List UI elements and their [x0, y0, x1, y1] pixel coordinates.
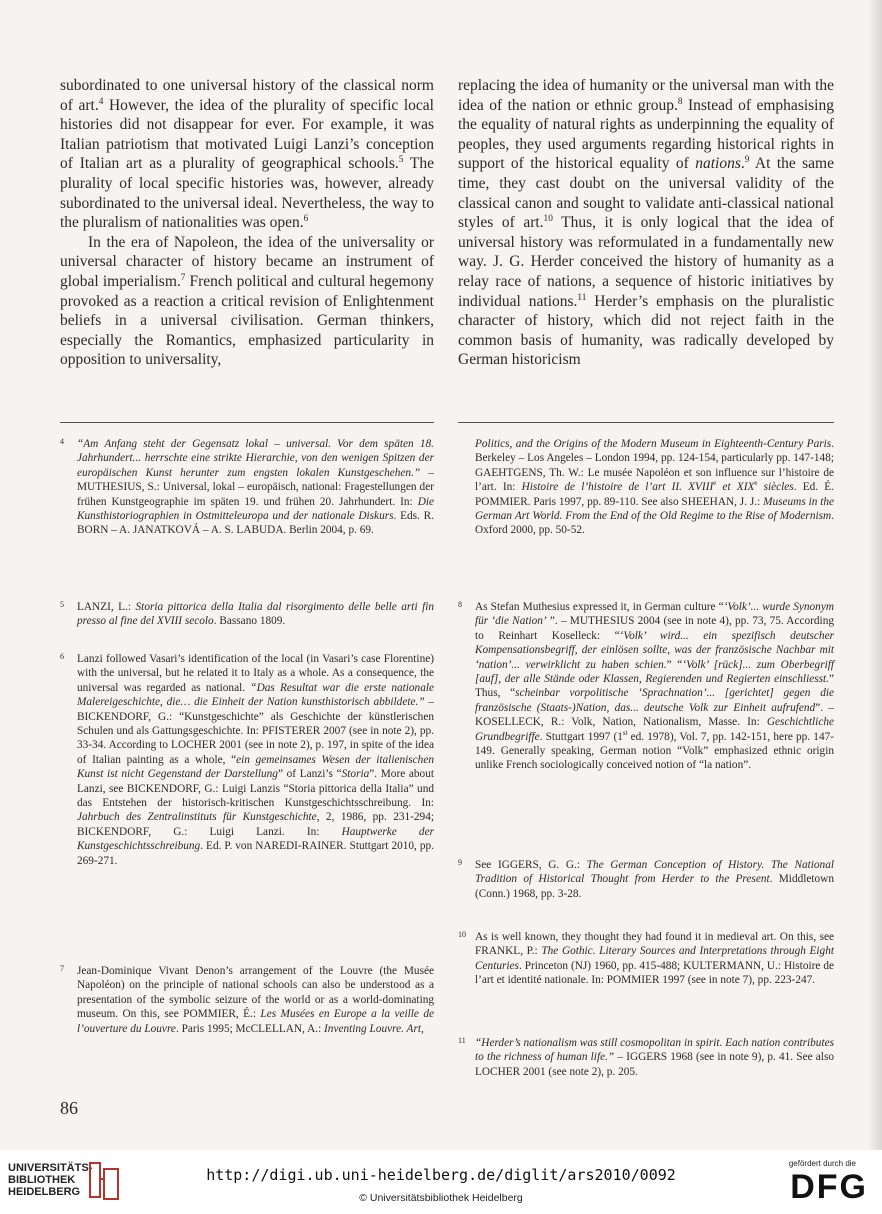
footnote-5: 5 LANZI, L.: Storia pittorica della Italia dal risorgimento delle belle arti fin presso al fine del XVIII secolo. Bassano 1809. — [60, 600, 434, 628]
funded-by-label: gefördert durch die — [788, 1159, 856, 1168]
digitization-footer — [0, 1150, 882, 1214]
footnote-8: 8 As Stefan Muthesius expressed it, in German culture “‘Volk’... wurde Synonym für ‘die Nation’ ”. – MUTHESIUS 2004 (see in note 4), pp. 73, 75. According to Reinhart Koselleck: “‘Volk’ wird... ein spezifisch deutscher Kompensationsbegriff, der einlösen sollte, was der französische Nachbar mit ‘nation’... verwirklicht zu haben schien.” “‘Volk’ [rück]... zum Oberbegriff [auf], der alle Stände oder Klassen, Regierenden und Regierten einschliesst.” Thus, “scheinbar vorpolitische ‘Sprachnation’... [gerichtet] gegen die französische (Staats-)Nation, das... deutsche Volk zur Einheit aufrufend”. – KOSELLECK, R.: Volk, Nation, Nationalism, Masse. In: Geschichtliche Grundbegriffe. Stuttgart 1997 (1st ed. 1978), Vol. 7, pp. 142-151, here pp. 147-149. Generally speaking, German notion “Volk” emphasized ethnic origin unlike French sociologically conceived notion of “la nation”. — [458, 600, 835, 772]
footnote-9: 9 See IGGERS, G. G.: The German Conception of History. The National Tradition of Historical Thought from Herder to the Present. Middletown (Conn.) 1968, pp. 3-28. — [458, 858, 834, 900]
right-body-column — [458, 76, 834, 370]
paragraph-1: subordinated to one universal history of the classical norm of art.$^4$ However, the idea of the plurality of specific local histories did not disappear for ever. For example, it was Italian patriotism that motivated Luigi Lanzi’s conception of Italian art as a plurality of geographical schools.$^5$ The plurality of local specific histories was, however, already subordinated to the universal ideal. Nevertheless, the way to the pluralism of nationalities was open.$^6$ — [60, 77, 434, 232]
footnote-divider-right — [458, 422, 834, 423]
left-body-column — [60, 76, 434, 370]
footnote-ref-8[interactable]: 8 — [677, 96, 683, 107]
footnote-7-continued: Politics, and the Origins of the Modern Museum in Eighteenth-Century Paris. Berkeley – Los Angeles – London 1994, pp. 124-154, particularly pp. 147-148; GAEHTGENS, Th. W.: Le musée Napoléon et son influence sur l’histoire de l’art. In: Histoire de l’histoire de l’art II. XVIIIe et XIXe siècles. Ed. É. POMMIER. Paris 1997, pp. 89-110. See also SHEEHAN, J. J.: Museums in the German Art World. From the End of the Old Regime to the Rise of Modernism. Oxford 2000, pp. 50-52. — [475, 438, 835, 537]
footnote-7: 7 Jean-Dominique Vivant Denon’s arrangement of the Louvre (the Musée Napoléon) on the principle of national schools can also be understood as a presentation of the symbolic seizure of the world or as a world-dominating museum. On this, see POMMIER, É.: Les Musées en Europe a la veille de l’ouverture du Louvre. Paris 1995; McCLELLAN, A.: Inventing Louvre. Art, — [60, 964, 434, 1035]
footnote-ref-7[interactable]: 7 — [180, 272, 186, 283]
university-library-logo-text[interactable]: UNIVERSITÄTS- BIBLIOTHEK HEIDELBERG — [8, 1162, 93, 1198]
footnote-6: 6 Lanzi followed Vasari’s identification of the local (in Vasari’s case Florentine) with the universal, but he related it to Italy as a whole. As a consequence, the universal was regarded as national. “Das Resultat war die erste nationale Malereigeschichte, die… die Einheit der Nation kunsthistorisch abbildete.” – BICKENDORF, G.: “Kunstgeschichte” als Geschichte der künstlerischen Schulen und als Gattungsgeschichte. In: PFISTERER 2007 (see in note 2), pp. 33-34. According to LOCHER 2001 (see in note 2), p. 197, in spite of the idea of Italian painting as a whole, “ein gemeinsames Wesen der italienischen Kunst ist nicht Gegenstand der Darstellung” of Lanzi’s “Storia”. More about Lanzi, see BICKENDORF, G.: Luigi Lanzis “Storia pittorica della Italia” und das Entstehen der historisch-kritischen Kunstgeschichtsschreibung. In: Jahrbuch des Zentralinstituts für Kunstgeschichte, 2, 1986, pp. 231-294; BICKENDORF, G.: Luigi Lanzi. In: Hauptwerke der Kunstgeschichtsschreibung. Ed. P. von NAREDI-RAINER. Stuttgart 2010, pp. 269-271. — [60, 652, 434, 867]
dfg-logo[interactable]: DFG — [790, 1168, 868, 1206]
page-edge-shadow — [868, 0, 882, 1150]
page-number: 86 — [60, 1098, 78, 1118]
footnote-10: 10 As is well known, they thought they had found it in medieval art. On this, see FRANKL, P.: The Gothic. Literary Sources and Interpretations through Eight Centuries. Princeton (NJ) 1960, pp. 415-488; KULTERMANN, U.: Histoire de l’art et identité nationale. In: POMMIER 1997 (see in note 7), pp. 223-247. — [458, 930, 834, 987]
footnote-11: 11 “Herder’s nationalism was still cosmopolitan in spirit. Each nation contributes to the richness of human life.” – IGGERS 1968 (see in note 9), p. 41. See also LOCHER 2001 (see note 2), p. 205. — [458, 1036, 834, 1078]
footnote-ref-11[interactable]: 11 — [577, 292, 587, 303]
paragraph-2: In the era of Napoleon, the idea of the universality or universal character of history became an instrument of global imperialism.$^7$ French political and cultural hegemony provoked as a reaction a critical revision of Enlightenment beliefs in a universal civilisation. German thinkers, especially the Romantics, emphasized particularity in opposition to universality, — [60, 233, 434, 369]
footnote-ref-6[interactable]: 6 — [303, 214, 309, 224]
footnote-ref-10[interactable]: 10 — [543, 214, 553, 224]
permalink-url[interactable]: http://digi.ub.uni-heidelberg.de/diglit/ars2010/0092 — [206, 1166, 676, 1184]
footnote-ref-9[interactable]: 9 — [744, 155, 750, 166]
paragraph-3: replacing the idea of humanity or the universal man with the idea of the nation or ethnic group.$^8$ Instead of emphasising the equality of natural rights as underpinning the equality of peoples, they used arguments regarding historical rights in support of the historical equality of nations.$^9$ At the same time, they cast doubt on the universal validity of the classical canon and sought to validate anti-classical national styles of art.$^{10}$ Thus, it is only logical that the idea of universal history was reformulated in a fundamentally new way. J. G. Herder conceived the history of humanity as a relay race of nations, a sequence of historic initiatives by individual nations.$^{11}$ Herder’s emphasis on the pluralistic character of history, which did not reject faith in the common basis of humanity, was radically developed by German historicism — [458, 77, 834, 369]
footnote-ref-4[interactable]: 4 — [98, 96, 104, 107]
footnote-divider-left — [60, 422, 434, 423]
footnote-4: 4 “Am Anfang steht der Gegensatz lokal – universal. Vor dem späten 18. Jahrhundert... herrschte eine strikte Hierarchie, von den wenigen Spitzen der europäischen Kunst herunter zum engsten lokalen Kunstgeschehen.” – MUTHESIUS, S.: Universal, lokal – europäisch, national: Fragestellungen der frühen Kunstgeographie im späten 19. und frühen 20. Jahrhundert. In: Die Kunsthistoriographien in Ostmitteleuropa und der nationale Diskurs. Eds. R. BORN – A. JANATKOVÁ – A. S. LABUDA. Berlin 2004, p. 69. — [60, 437, 434, 537]
footnote-ref-5[interactable]: 5 — [398, 155, 404, 166]
copyright-notice: © Universitätsbibliothek Heidelberg — [359, 1192, 523, 1204]
